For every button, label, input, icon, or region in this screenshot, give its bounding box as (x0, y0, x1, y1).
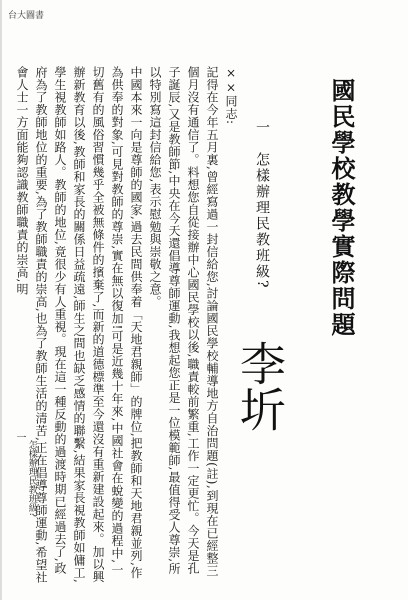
author-signature: 李圻 (233, 340, 287, 432)
page-title: 國民學校教學實際問題 (327, 78, 356, 338)
salutation: ××同志: (224, 66, 238, 125)
library-stamp: 台大圖書 (8, 11, 45, 21)
paragraph-2: 中國本來一向是尊師的國家,過去民間供奉着「天地君親師」的牌位,把教師和天地君親並列,作為供奉的對象,可見對教師的尊崇,實在無以復加!可是近幾十年來,中國社會在蛻變的過程中,一切舊有的風俗習慣幾乎全被無條件的擯棄了,而新的道德標準至今還沒有重新建設起來。加以興辦新教育以後,教師和家長的關係日益疏遠,師生之間也缺乏感情的聯繫,結果家長視教師如傭工,學生視教師如路人。教師的地位,竟很少有人重視。現在這一種反動的過渡時期已經過去了,政府為了教師地位的重要,為了教師職責的崇高,也為了教師生活的清苦,正在倡導尊師運動,希望社會人士一方面能夠認識教師職責的崇高,明 (15, 66, 143, 584)
margin-running-title: 怎樣辦理民教班級? (26, 440, 37, 517)
page-spine (0, 0, 2, 600)
paragraph-1: 記得在今年五月裏,曾經寫過一封信給您,討論國民學校輔導地方自治問題(註),到現在已經整三個月沒有通信了。料想您自從接辦中心國民學校以後,職責較前繁重,工作一定更忙。今天是孔子誕辰,又是教師節,中央在今天還倡導尊師運動,我想起您正是一位模範師,最值得受人尊崇,所以特別寫這封信給您,表示慰勉與崇敬之意。 (148, 66, 219, 577)
body-text (12, 66, 240, 586)
margin-page-number: 一 (14, 432, 25, 442)
section-number: 一 (254, 120, 270, 136)
section-heading (253, 120, 270, 290)
section-heading-text: 怎樣辦理民教班級? (254, 152, 270, 290)
